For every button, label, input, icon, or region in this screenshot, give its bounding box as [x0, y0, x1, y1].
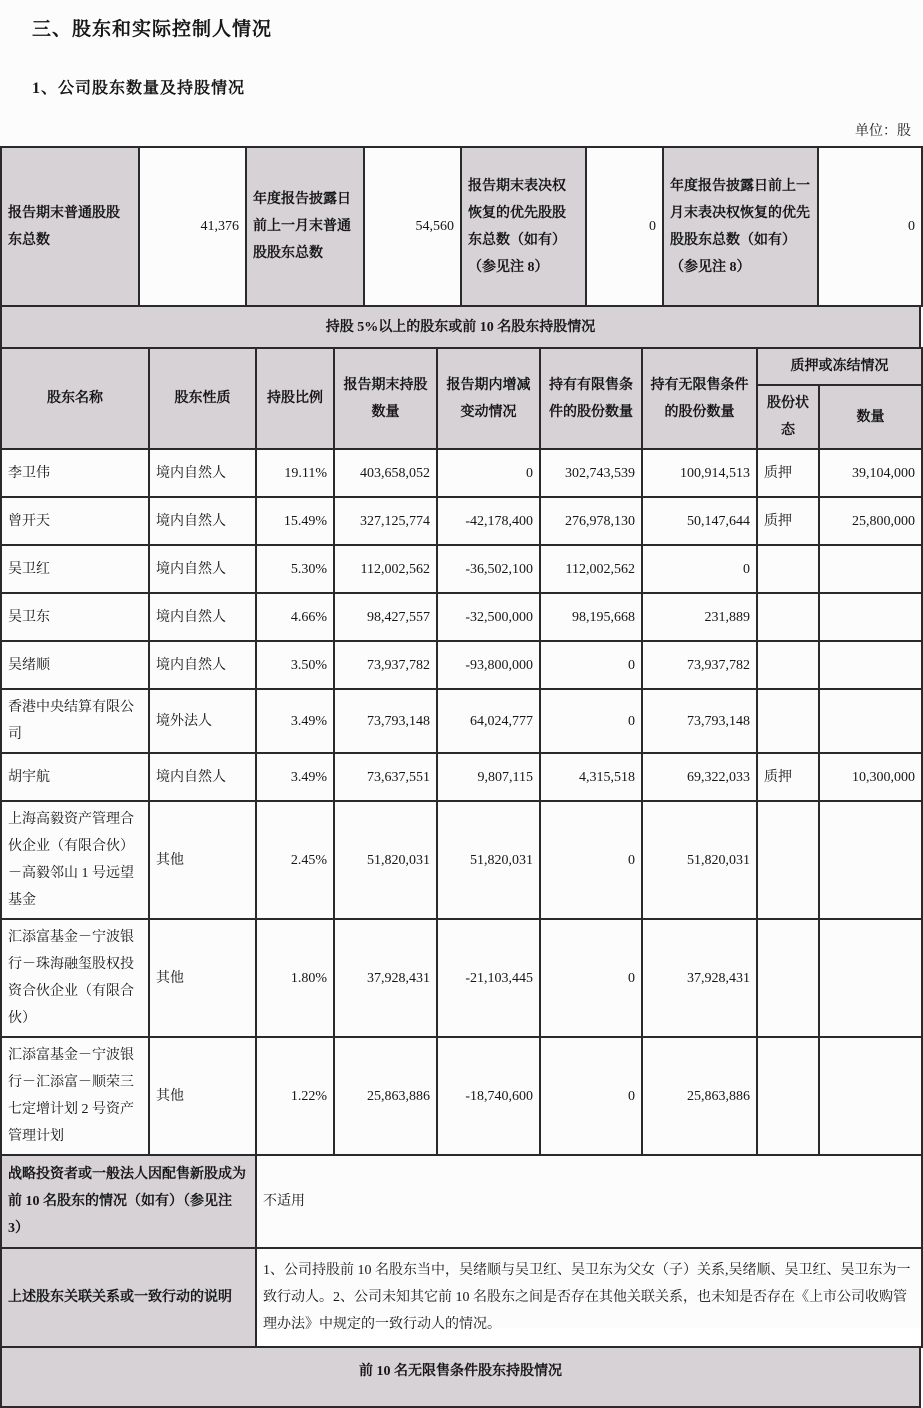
pledge-status — [757, 689, 819, 753]
pledge-qty — [819, 641, 922, 689]
shares-change: -42,178,400 — [437, 497, 540, 545]
restricted-shares: 4,315,518 — [540, 753, 642, 801]
restricted-shares: 276,978,130 — [540, 497, 642, 545]
unit-label: 单位：股 — [855, 124, 911, 139]
holdings-table-head — [1, 348, 922, 449]
holders-tbody — [1, 449, 922, 1155]
pledge-status: 质押 — [757, 497, 819, 545]
preferred-shareholders-value: 0 — [586, 147, 663, 306]
table-row — [1, 593, 922, 641]
shares-end: 73,793,148 — [334, 689, 437, 753]
shares-change: 0 — [437, 449, 540, 497]
pledge-qty — [819, 593, 922, 641]
pledge-qty: 39,104,000 — [819, 449, 922, 497]
common-shareholders-label: 报告期末普通股股东总数 — [1, 147, 139, 306]
pledge-status — [757, 641, 819, 689]
col-shares-end: 报告期末持股数量 — [334, 348, 437, 449]
pledge-status — [757, 1037, 819, 1155]
shareholder-name: 吴卫东 — [1, 593, 149, 641]
col-shareholder-name: 股东名称 — [1, 348, 149, 449]
shares-change: -32,500,000 — [437, 593, 540, 641]
prior-month-preferred-value: 0 — [818, 147, 922, 306]
unrestricted-shares: 69,322,033 — [642, 753, 757, 801]
strategic-investors-value: 不适用 — [256, 1155, 922, 1248]
notes-table — [0, 1154, 923, 1348]
pledge-status — [757, 919, 819, 1037]
unrestricted-shares: 37,928,431 — [642, 919, 757, 1037]
pledge-qty — [819, 1037, 922, 1155]
table-row — [1, 753, 922, 801]
col-restricted-shares: 持有有限售条件的股份数量 — [540, 348, 642, 449]
pledge-status: 质押 — [757, 449, 819, 497]
shareholder-name: 香港中央结算有限公司 — [1, 689, 149, 753]
restricted-shares: 302,743,539 — [540, 449, 642, 497]
shares-change: -93,800,000 — [437, 641, 540, 689]
shareholding-ratio: 4.66% — [256, 593, 334, 641]
unrestricted-shares: 51,820,031 — [642, 801, 757, 919]
table-row — [1, 689, 922, 753]
unrestricted-shares: 231,889 — [642, 593, 757, 641]
shareholder-nature: 其他 — [149, 919, 256, 1037]
restricted-shares: 98,195,668 — [540, 593, 642, 641]
restricted-shares: 0 — [540, 801, 642, 919]
table-row — [1, 641, 922, 689]
shareholder-nature: 境内自然人 — [149, 641, 256, 689]
shareholder-nature: 其他 — [149, 801, 256, 919]
shareholder-nature: 境内自然人 — [149, 497, 256, 545]
shareholder-name: 汇添富基金－宁波银行－珠海融玺股权投资合伙企业（有限合伙） — [1, 919, 149, 1037]
shareholding-ratio: 3.50% — [256, 641, 334, 689]
pledge-qty — [819, 919, 922, 1037]
shares-end: 98,427,557 — [334, 593, 437, 641]
table-row — [1, 1037, 922, 1155]
shares-end: 112,002,562 — [334, 545, 437, 593]
pledge-status — [757, 545, 819, 593]
col-shares-change: 报告期内增减变动情况 — [437, 348, 540, 449]
preferred-shareholders-label: 报告期末表决权恢复的优先股股东总数（如有）（参见注 8） — [461, 147, 586, 306]
shareholder-nature: 境外法人 — [149, 689, 256, 753]
shareholder-nature: 境内自然人 — [149, 593, 256, 641]
pledge-status — [757, 593, 819, 641]
col-pledge-group: 质押或冻结情况 — [757, 348, 922, 385]
relation-note-value: 1、公司持股前 10 名股东当中，吴绪顺与吴卫红、吴卫东为父女（子）关系,吴绪顺、吴卫红、吴卫东为一致行动人。2、公司未知其它前 10 名股东之间是否存在其他关联关系，也未知是否存在《上市公司收购管理办法》中规定的一致行动人的情况。 — [256, 1248, 922, 1347]
section-header: 持股 5%以上的股东或前 10 名股东持股情况 — [1, 306, 920, 348]
shareholder-name: 曾开天 — [1, 497, 149, 545]
shareholding-ratio: 1.80% — [256, 919, 334, 1037]
shares-end: 51,820,031 — [334, 801, 437, 919]
shares-change: -18,740,600 — [437, 1037, 540, 1155]
shareholder-nature: 境内自然人 — [149, 753, 256, 801]
prior-month-shareholders-label: 年度报告披露日前上一月末普通股股东总数 — [246, 147, 364, 306]
shares-end: 25,863,886 — [334, 1037, 437, 1155]
col-shareholding-ratio: 持股比例 — [256, 348, 334, 449]
shareholding-ratio: 2.45% — [256, 801, 334, 919]
unrestricted-shares: 73,937,782 — [642, 641, 757, 689]
table-row — [1, 449, 922, 497]
table-row — [1, 545, 922, 593]
shareholder-name: 李卫伟 — [1, 449, 149, 497]
shareholder-name: 吴绪顺 — [1, 641, 149, 689]
pledge-status — [757, 801, 819, 919]
shareholder-name: 吴卫红 — [1, 545, 149, 593]
shareholding-ratio: 3.49% — [256, 753, 334, 801]
unrestricted-shares: 100,914,513 — [642, 449, 757, 497]
subsection-title: 1、公司股东数量及持股情况 — [32, 80, 246, 97]
footer-section-table — [0, 1346, 921, 1408]
shareholder-nature: 境内自然人 — [149, 449, 256, 497]
titles-block — [0, 0, 921, 98]
shareholding-ratio: 15.49% — [256, 497, 334, 545]
pledge-status: 质押 — [757, 753, 819, 801]
shareholder-name: 上海高毅资产管理合伙企业（有限合伙）－高毅邻山 1 号远望基金 — [1, 801, 149, 919]
holdings-table — [0, 347, 923, 1156]
restricted-shares: 0 — [540, 641, 642, 689]
prior-month-preferred-label: 年度报告披露日前上一月末表决权恢复的优先股股东总数（如有）（参见注 8） — [663, 147, 818, 306]
shareholding-ratio: 3.49% — [256, 689, 334, 753]
shares-end: 327,125,774 — [334, 497, 437, 545]
col-pledge-qty: 数量 — [819, 385, 922, 449]
col-pledge-status: 股份状态 — [757, 385, 819, 449]
shareholder-name: 胡宇航 — [1, 753, 149, 801]
unrestricted-shares: 0 — [642, 545, 757, 593]
summary-row — [1, 147, 922, 306]
restricted-shares: 112,002,562 — [540, 545, 642, 593]
pledge-qty — [819, 689, 922, 753]
shareholding-ratio: 1.22% — [256, 1037, 334, 1155]
shareholder-nature: 其他 — [149, 1037, 256, 1155]
shares-end: 73,637,551 — [334, 753, 437, 801]
restricted-shares: 0 — [540, 689, 642, 753]
shareholding-ratio: 5.30% — [256, 545, 334, 593]
restricted-shares: 0 — [540, 919, 642, 1037]
shares-change: 64,024,777 — [437, 689, 540, 753]
shareholding-ratio: 19.11% — [256, 449, 334, 497]
shares-change: 51,820,031 — [437, 801, 540, 919]
table-row — [1, 919, 922, 1037]
table-row — [1, 497, 922, 545]
unrestricted-shares: 73,793,148 — [642, 689, 757, 753]
section-title: 三、股东和实际控制人情况 — [32, 19, 273, 40]
shares-end: 37,928,431 — [334, 919, 437, 1037]
footer-section-header: 前 10 名无限售条件股东持股情况 — [1, 1347, 920, 1407]
pledge-qty: 25,800,000 — [819, 497, 922, 545]
restricted-shares: 0 — [540, 1037, 642, 1155]
pledge-qty — [819, 545, 922, 593]
shares-change: -21,103,445 — [437, 919, 540, 1037]
col-shareholder-nature: 股东性质 — [149, 348, 256, 449]
shareholder-name: 汇添富基金－宁波银行－汇添富－顺荣三七定增计划 2 号资产管理计划 — [1, 1037, 149, 1155]
pledge-qty: 10,300,000 — [819, 753, 922, 801]
shares-end: 403,658,052 — [334, 449, 437, 497]
shareholder-nature: 境内自然人 — [149, 545, 256, 593]
section-header-table — [0, 305, 921, 349]
relation-note-label: 上述股东关联关系或一致行动的说明 — [1, 1248, 256, 1347]
shares-change: -36,502,100 — [437, 545, 540, 593]
col-unrestricted-shares: 持有无限售条件的股份数量 — [642, 348, 757, 449]
strategic-investors-label: 战略投资者或一般法人因配售新股成为前 10 名股东的情况（如有）（参见注 3） — [1, 1155, 256, 1248]
unrestricted-shares: 50,147,644 — [642, 497, 757, 545]
table-row — [1, 801, 922, 919]
prior-month-shareholders-value: 54,560 — [364, 147, 461, 306]
common-shareholders-value: 41,376 — [139, 147, 246, 306]
pledge-qty — [819, 801, 922, 919]
shares-end: 73,937,782 — [334, 641, 437, 689]
shareholder-count-table — [0, 146, 923, 307]
unrestricted-shares: 25,863,886 — [642, 1037, 757, 1155]
shares-change: 9,807,115 — [437, 753, 540, 801]
